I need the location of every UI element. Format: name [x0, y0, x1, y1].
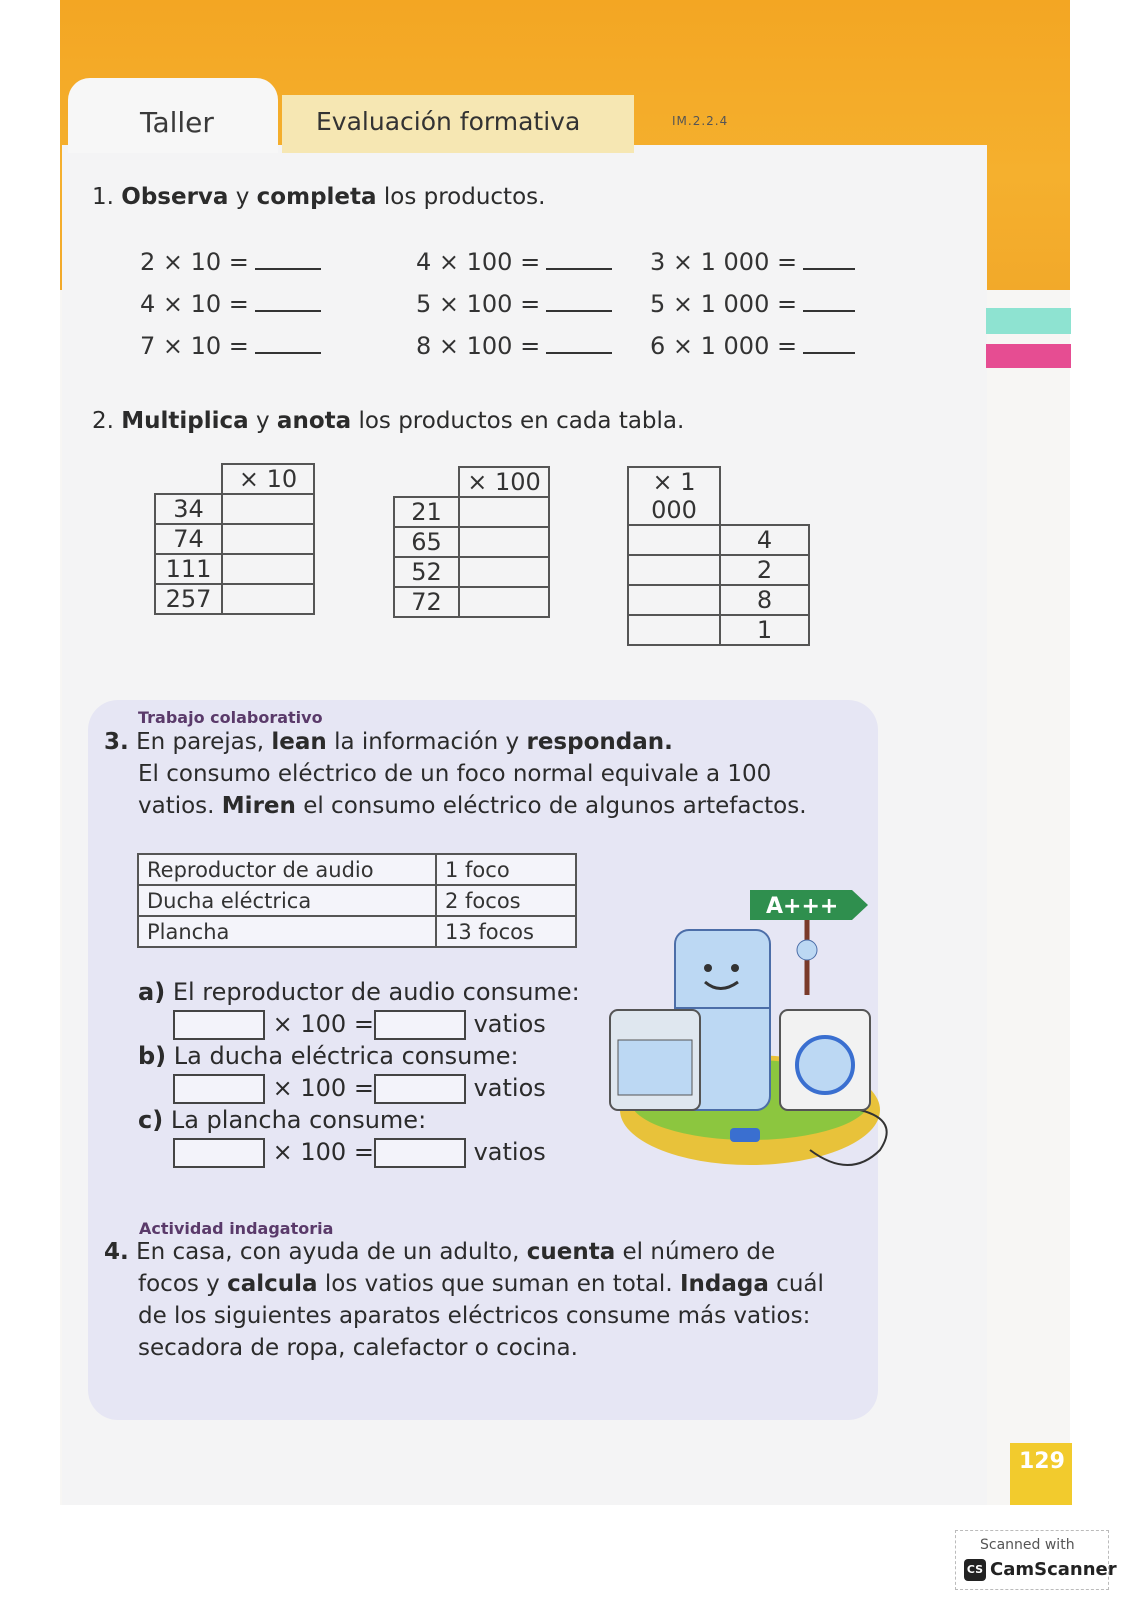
answer-cell[interactable] — [459, 587, 549, 617]
tab-taller-label: Taller — [140, 106, 214, 139]
table-row — [138, 854, 576, 885]
answer-blank[interactable] — [546, 248, 612, 270]
q3-number: 3. — [104, 729, 129, 755]
q4-text-3: focos y — [138, 1271, 228, 1297]
answer-cell[interactable] — [222, 494, 314, 524]
section-actividad-indagatoria: Actividad indagatoria — [139, 1219, 334, 1238]
table-cell: 4 — [720, 525, 809, 555]
q3c-equation: × 100 = vatios — [173, 1138, 546, 1168]
q4-line-3: de los siguientes aparatos eléctricos consume más vatios: — [138, 1303, 811, 1329]
q1-title — [92, 184, 545, 210]
focos-input[interactable] — [173, 1138, 265, 1168]
q4-line-2 — [104, 1268, 864, 1300]
q4-text — [104, 1236, 864, 1364]
q1-equation: 8 × 100 = — [416, 332, 612, 360]
q2-text-1: y — [248, 408, 277, 434]
q3-verb-respondan: respondan. — [526, 729, 673, 755]
answer-cell[interactable] — [459, 557, 549, 587]
table-cell: 52 — [394, 557, 459, 587]
q1-equation: 7 × 10 = — [140, 332, 321, 360]
q1-equation: 4 × 10 = — [140, 290, 321, 318]
table-row — [138, 885, 576, 916]
tab-evaluacion — [282, 95, 634, 153]
table-cell: 111 — [155, 554, 222, 584]
scanner-line-2: CamScanner — [990, 1559, 1117, 1580]
table-times-10 — [154, 463, 315, 615]
table-header: × 1 000 — [628, 467, 720, 525]
answer-cell[interactable] — [459, 497, 549, 527]
q3-text — [104, 726, 844, 822]
appliance-cell: Plancha — [138, 916, 436, 947]
q2-text-2: los productos en cada tabla. — [351, 408, 685, 434]
answer-cell[interactable] — [222, 584, 314, 614]
answer-blank[interactable] — [803, 290, 855, 312]
answer-cell[interactable] — [628, 615, 720, 645]
q3a-label: a) — [138, 978, 166, 1006]
q2-number: 2. — [92, 408, 114, 434]
q4-verb-calcula: calcula — [227, 1271, 318, 1297]
table-cell: 8 — [720, 585, 809, 615]
table-cell: 72 — [394, 587, 459, 617]
answer-blank[interactable] — [546, 332, 612, 354]
table-cell: 257 — [155, 584, 222, 614]
q4-text-4: los vatios que suman en total. — [317, 1271, 680, 1297]
table-cell: 34 — [155, 494, 222, 524]
vatios-input[interactable] — [374, 1010, 466, 1040]
section-trabajo-colaborativo: Trabajo colaborativo — [138, 708, 323, 727]
appliances-illustration — [590, 880, 910, 1180]
q1-text-2: los productos. — [376, 184, 546, 210]
answer-blank[interactable] — [255, 248, 321, 270]
q3c-label: c) — [138, 1106, 164, 1134]
q4-verb-indaga: Indaga — [679, 1271, 769, 1297]
table-times-1000 — [627, 466, 810, 646]
foco-count-cell: 13 focos — [436, 916, 576, 947]
q1-number: 1. — [92, 184, 114, 210]
q2-verb-anota: anota — [276, 408, 352, 434]
table-times-100 — [393, 466, 550, 618]
q3-line-3 — [104, 790, 844, 822]
q3-text-2: la información y — [326, 729, 527, 755]
scanner-watermark — [955, 1530, 1117, 1590]
answer-blank[interactable] — [546, 290, 612, 312]
q1-equation: 5 × 100 = — [416, 290, 612, 318]
answer-blank[interactable] — [803, 332, 855, 354]
page-number-badge — [1010, 1443, 1072, 1505]
energy-rating-label: A+++ — [766, 894, 839, 919]
q3-text-1: En parejas, — [136, 729, 272, 755]
table-cell: 2 — [720, 555, 809, 585]
q4-text-5: cuál — [768, 1271, 824, 1297]
q3b-text: La ducha eléctrica consume: — [173, 1042, 519, 1070]
q3c-text: La plancha consume: — [170, 1106, 427, 1134]
plug-icon — [730, 1128, 760, 1142]
answer-blank[interactable] — [255, 332, 321, 354]
q3b-label: b) — [138, 1042, 167, 1070]
answer-cell[interactable] — [628, 525, 720, 555]
answer-blank[interactable] — [255, 290, 321, 312]
q2-verb-multiplica: Multiplica — [121, 408, 249, 434]
q4-verb-cuenta: cuenta — [526, 1239, 616, 1265]
answer-cell[interactable] — [628, 555, 720, 585]
consumption-table — [137, 853, 577, 948]
q4-line-4: secadora de ropa, calefactor o cocina. — [138, 1335, 578, 1361]
q3-verb-lean: lean — [271, 729, 327, 755]
answer-cell[interactable] — [628, 585, 720, 615]
tab-evaluacion-label: Evaluación formativa — [316, 107, 581, 136]
page-number: 129 — [1019, 1449, 1065, 1474]
q1-verb-observa: Observa — [121, 184, 229, 210]
mint-tab-strip — [986, 308, 1071, 334]
answer-blank[interactable] — [803, 248, 855, 270]
appliance-cell: Ducha eléctrica — [138, 885, 436, 916]
answer-cell[interactable] — [222, 524, 314, 554]
q3-line-2: El consumo eléctrico de un foco normal equivale a 100 — [138, 761, 772, 787]
table-cell: 74 — [155, 524, 222, 554]
pink-tab-strip — [986, 344, 1071, 368]
q3b-prompt — [138, 1042, 519, 1070]
table-cell: 1 — [720, 615, 809, 645]
table-header: × 10 — [222, 464, 314, 494]
q1-equation: 3 × 1 000 = — [650, 248, 855, 276]
q3c-prompt — [138, 1106, 426, 1134]
q1-equation: 5 × 1 000 = — [650, 290, 855, 318]
camscanner-logo-icon: CS — [964, 1559, 986, 1581]
q1-verb-completa: completa — [256, 184, 377, 210]
q1-equation: 2 × 10 = — [140, 248, 321, 276]
table-header: × 100 — [459, 467, 549, 497]
q3-text-4: el consumo eléctrico de algunos artefactos. — [295, 793, 807, 819]
q4-text-2: el número de — [615, 1239, 776, 1265]
vatios-input[interactable] — [374, 1138, 466, 1168]
q3a-prompt — [138, 978, 580, 1006]
foco-count-cell: 2 focos — [436, 885, 576, 916]
focos-input[interactable] — [173, 1010, 265, 1040]
table-row — [138, 916, 576, 947]
q1-equation: 4 × 100 = — [416, 248, 612, 276]
scanner-line-1: Scanned with — [980, 1537, 1075, 1553]
q1-equation: 6 × 1 000 = — [650, 332, 855, 360]
q4-number: 4. — [104, 1239, 129, 1265]
answer-cell[interactable] — [459, 527, 549, 557]
appliance-cell: Reproductor de audio — [138, 854, 436, 885]
focos-input[interactable] — [173, 1074, 265, 1104]
q3b-equation: × 100 = vatios — [173, 1074, 546, 1104]
tab-taller — [68, 78, 278, 153]
q3a-equation: × 100 = vatios — [173, 1010, 546, 1040]
q3-text-3: vatios. — [138, 793, 222, 819]
vatios-input[interactable] — [374, 1074, 466, 1104]
table-cell: 21 — [394, 497, 459, 527]
q3-verb-miren: Miren — [221, 793, 296, 819]
q3a-text: El reproductor de audio consume: — [172, 978, 580, 1006]
table-cell: 65 — [394, 527, 459, 557]
q2-title — [92, 408, 684, 434]
curriculum-code: IM.2.2.4 — [672, 114, 729, 128]
answer-cell[interactable] — [222, 554, 314, 584]
foco-count-cell: 1 foco — [436, 854, 576, 885]
q1-text-1: y — [228, 184, 257, 210]
q4-text-1: En casa, con ayuda de un adulto, — [136, 1239, 527, 1265]
